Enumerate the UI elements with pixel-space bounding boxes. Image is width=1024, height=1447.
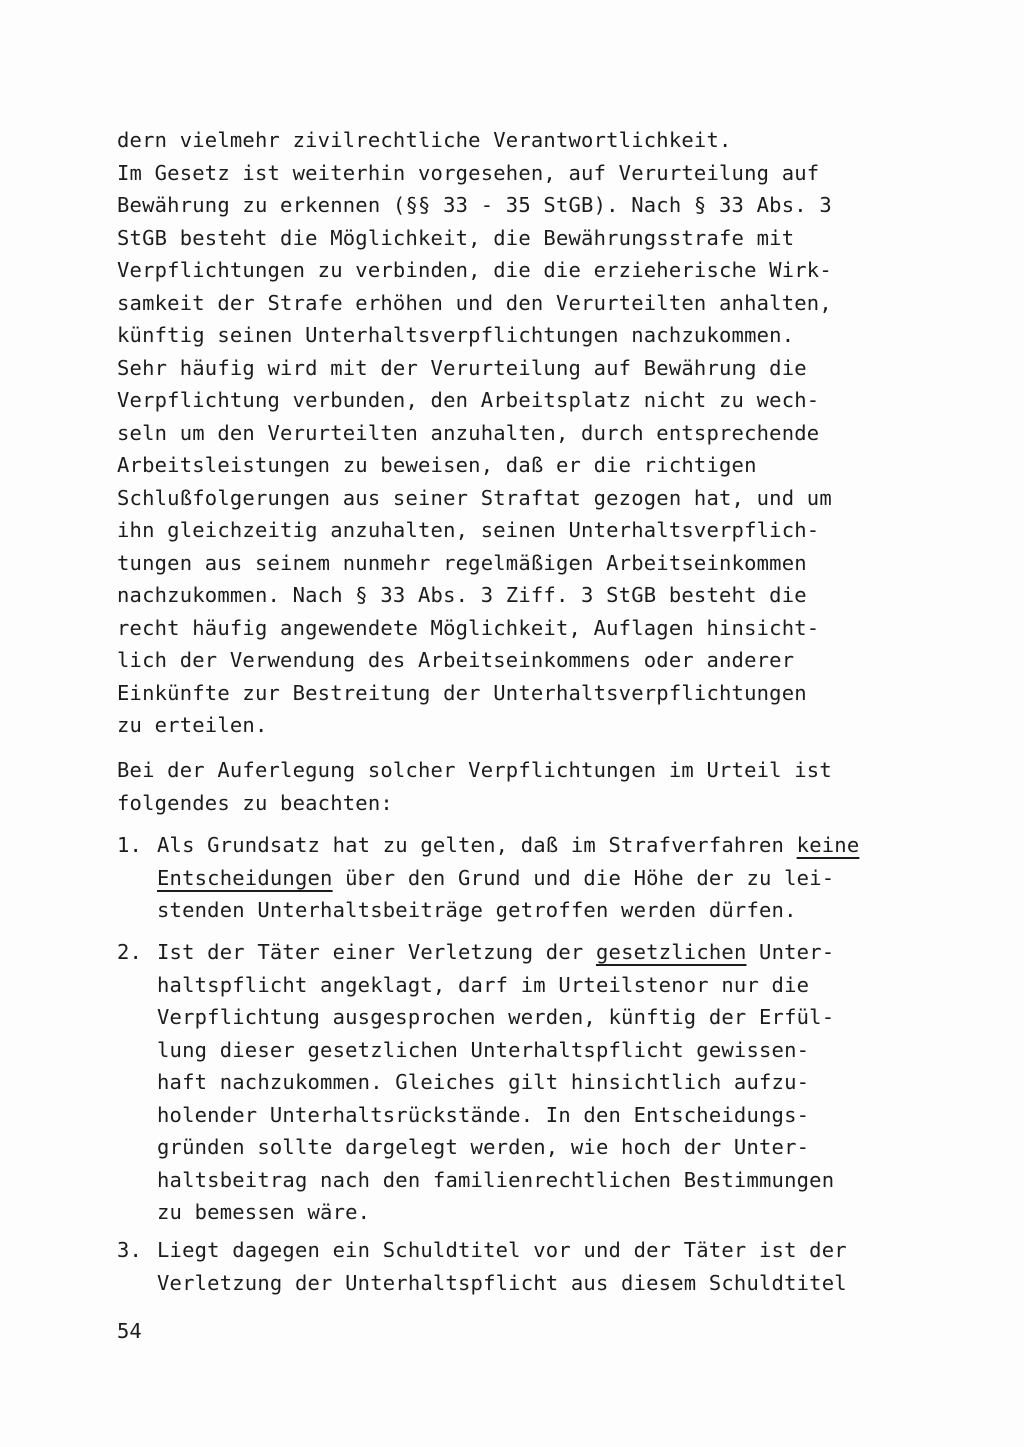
text-line: stenden Unterhaltsbeiträge getroffen werden dürfen. [157,898,797,922]
paragraph-intro-list [117,754,907,819]
text-line: Verpflichtung verbunden, den Arbeitsplatz nicht zu wech- [117,388,820,412]
text-line: haltsbeitrag nach den familienrechtlichen Bestimmungen [157,1167,835,1192]
text-line: folgendes zu beachten: [117,790,393,815]
list-number: 3. [117,1238,143,1262]
text-line: lich der Verwendung des Arbeitseinkommens oder anderer [117,648,795,672]
text-line: tungen aus seinem nunmehr regelmäßigen Arbeitseinkommen [117,550,807,575]
text-line: Verpflichtungen zu verbinden, die die erzieherische Wirk- [117,258,832,282]
text-segment: Ist der Täter einer Verletzung der [157,940,596,964]
text-line: recht häufig angewendete Möglichkeit, Auflagen hinsicht- [117,615,820,640]
underlined-text: Entscheidungen [157,865,333,890]
text-line: Sehr häufig wird mit der Verurteilung auf Bewährung die [117,355,807,380]
text-line: samkeit der Strafe erhöhen und den Verurteilten anhalten, [117,290,832,315]
text-line: künftig seinen Unterhaltsverpflichtungen nachzukommen. [117,323,795,347]
page-number: 54 [117,1319,142,1343]
underlined-text: keine [796,833,860,857]
text-line: Arbeitsleistungen zu beweisen, daß er die richtigen [117,453,757,477]
text-line: Im Gesetz ist weiterhin vorgesehen, auf Verurteilung auf [117,160,820,185]
list-item-body [157,1234,907,1299]
list-number: 2. [117,940,143,964]
text-segment: über den Grund und die Höhe der zu lei- [332,865,835,890]
text-line: seln um den Verurteilten anzuhalten, durch entsprechende [117,420,820,445]
text-line [157,829,907,862]
text-line: zu bemessen wäre. [157,1200,371,1224]
text-line: Schlußfolgerungen aus seiner Straftat gezogen hat, und um [117,485,832,510]
text-line: haltspflicht angeklagt, darf im Urteilstenor nur die [157,972,810,997]
underlined-text: gesetzlichen [595,940,747,964]
text-line: Bewährung zu erkennen (§§ 33 - 35 StGB). Nach § 33 Abs. 3 [117,193,832,217]
text-line: nachzukommen. Nach § 33 Abs. 3 Ziff. 3 StGB besteht die [117,583,807,607]
text-line: ihn gleichzeitig anzuhalten, seinen Unterhaltsverpflich- [117,518,820,542]
text-segment: Als Grundsatz hat zu gelten, daß im Strafverfahren [157,833,797,857]
text-line: holender Unterhaltsrückstände. In den Entscheidungs- [157,1102,810,1127]
text-line: StGB besteht die Möglichkeit, die Bewährungsstrafe mit [117,225,795,250]
text-line: Liegt dagegen ein Schuldtitel vor und der Täter ist der [157,1238,847,1262]
list-item-body [157,936,907,1229]
list-item-body [157,829,907,927]
text-line: Bei der Auferlegung solcher Verpflichtungen im Urteil ist [117,758,832,782]
text-line: lung dieser gesetzlichen Unterhaltspflicht gewissen- [157,1037,810,1062]
text-line: haft nachzukommen. Gleiches gilt hinsichtlich aufzu- [157,1070,810,1094]
text-line: dern vielmehr zivilrechtliche Verantwortlichkeit. [117,128,732,152]
text-line [157,936,907,969]
text-segment: Unter- [746,940,835,964]
paragraph-probation [117,124,907,742]
text-line: Verpflichtung ausgesprochen werden, künftig der Erfül- [157,1005,835,1029]
text-line: Verletzung der Unterhaltspflicht aus diesem Schuldtitel [157,1270,847,1295]
text-line: zu erteilen. [117,713,268,737]
text-line [157,862,907,895]
text-line: gründen sollte dargelegt werden, wie hoch der Unter- [157,1135,810,1159]
text-line: Einkünfte zur Bestreitung der Unterhaltsverpflichtungen [117,680,807,705]
list-number: 1. [117,833,143,857]
